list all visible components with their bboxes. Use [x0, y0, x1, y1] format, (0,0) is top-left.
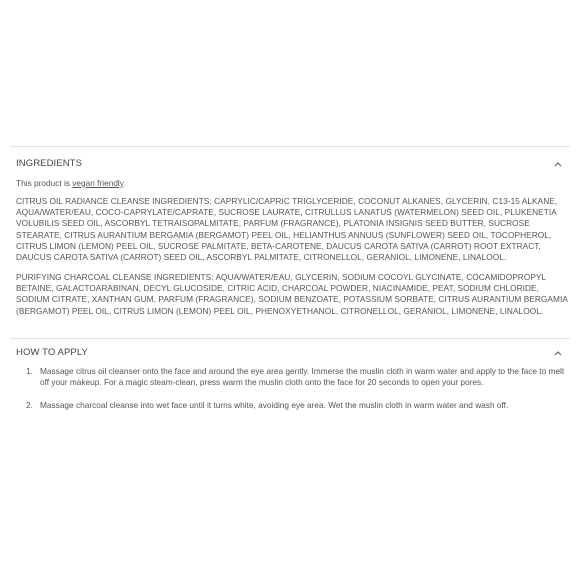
step-number: 2.	[26, 400, 33, 411]
step-text: Massage citrus oil cleanser onto the face and around the eye area gently. Immerse the muslin cloth in warm water and apply to the face to melt off your makeup. For a magic steam-clean, press warm the muslin cloth onto the face for 20 seconds to open your pores.	[40, 366, 565, 388]
chevron-up-icon[interactable]	[554, 161, 562, 167]
step-text: Massage charcoal cleanse into wet face until it turns white, avoiding eye area. Wet the muslin cloth in warm water and wash off.	[40, 400, 509, 411]
how-to-apply-steps	[16, 366, 566, 424]
how-to-apply-title: HOW TO APPLY	[16, 347, 88, 358]
vegan-note	[16, 178, 126, 189]
chevron-up-icon[interactable]	[554, 350, 562, 356]
ingredients-accordion-header[interactable]	[16, 157, 568, 171]
how-to-apply-accordion-header[interactable]	[16, 346, 568, 360]
vegan-note-prefix: This product is	[16, 178, 73, 188]
section-divider	[10, 338, 570, 339]
citrus-oil-ingredients: CITRUS OIL RADIANCE CLEANSE INGREDIENTS: CAPRYLIC/CAPRIC TRIGLYCERIDE, COCONUT ALKANES, GLYCERIN, C13-15 ALKANE, AQUA/WATER/EAU, COCO-CAPRYLATE/CAPRATE, SUCROSE LAURATE, CITRULLUS LANATUS (WATERMELON) SEED OIL, PLUKENETIA VOLUBILIS SEED OIL, ASCORBYL TETRAISOPALMITATE, PARFUM (FRAGRANCE), PLATONIA INSIGNIS SEED BUTTER, SUCROSE STEARATE, CITRUS AURANTIUM BERGAMIA (BERGAMOT) PEEL OIL, HELIANTHUS ANNUUS (SUNFLOWER) SEED OIL, TOCOPHEROL, CITRUS LIMON (LEMON) PEEL OIL, SUCROSE PALMITATE, BETA-CAROTENE, DAUCUS CAROTA SATIVA (CARROT) ROOT EXTRACT, DAUCUS CAROTA SATIVA (CARROT) SEED OIL, ASCORBYL PALMITATE, CITRONELLOL, GERANIOL, LIMONENE, LINALOOL.	[16, 196, 558, 263]
charcoal-cleanse-ingredients: PURIFYING CHARCOAL CLEANSE INGREDIENTS: AQUA/WATER/EAU, GLYCERIN, SODIUM COCOYL GLYCINATE, COCAMIDOPROPYL BETAINE, GALACTOARABINAN, DECYL GLUCOSIDE, CITRIC ACID, CHARCOAL POWDER, NIACINAMIDE, PEAT, SODIUM CHLORIDE, SODIUM CITRATE, XANTHAN GUM, PARFUM (FRAGRANCE), SODIUM BENZOATE, POTASSIUM SORBATE, CITRUS AURANTIUM BERGAMIA (BERGAMOT) PEEL OIL, CITRUS LIMON (LEMON) PEEL OIL, PHENOXYETHANOL, CITRONELLOL, GERANIOL, LIMONENE, LINALOOL.	[16, 272, 568, 316]
list-item	[16, 366, 566, 388]
step-number: 1.	[26, 366, 33, 376]
vegan-friendly-link[interactable]: vegan friendly	[72, 178, 124, 188]
vegan-note-suffix: .	[123, 178, 126, 188]
top-divider	[10, 146, 570, 147]
ingredients-title: INGREDIENTS	[16, 158, 83, 169]
list-item	[16, 400, 566, 411]
